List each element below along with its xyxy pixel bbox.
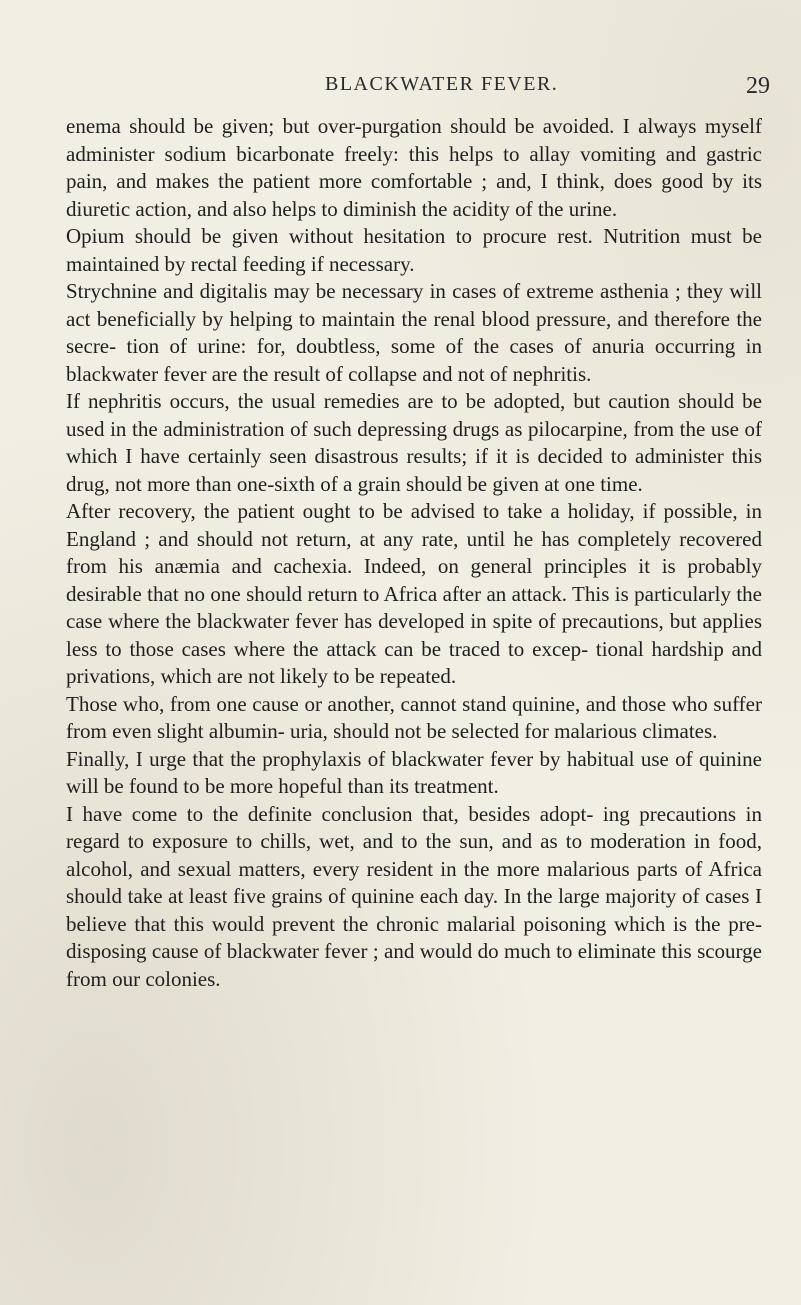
paragraph-prophylaxis: Finally, I urge that the prophylaxis of blackwater fever by habitual use of quinine will be found to be more hopeful than its treatment.: [66, 746, 762, 798]
paragraph-opium: Opium should be given without hesitation to procure rest. Nutrition must be maintained by rectal feeding if necessary.: [66, 224, 762, 276]
paragraph-recovery: After recovery, the patient ought to be advised to take a holiday, if possible, in England ; and should not return, at any rate, until he has completely recovered from his anæmia and cachexia. Indeed, on general principles it is probably desirable that no one should return to Africa after an attack. This is particularly the case where the blackwater fever has developed in spite of precautions, but applies less to those cases where the attack can be traced to excep- tional hardship and privations, which are not likely to be repeated.: [66, 499, 762, 688]
paragraph-conclusion: I have come to the definite conclusion that, besides adopt- ing precautions in regard to exposure to chills, wet, and to the sun, and as to moderation in food, alcohol, and sexual matters, every resident in the more malarious parts of Africa should take at least five grains of quinine each day. In the large majority of cases I believe that this would prevent the chronic malarial poisoning which is the pre- disposing cause of blackwater fever ; and would do much to eliminate this scourge from our colonies.: [66, 801, 762, 991]
running-title: BLACKWATER FEVER.: [325, 73, 559, 95]
page-number: 29: [746, 73, 770, 99]
body-text: [66, 113, 762, 993]
running-head: [0, 73, 801, 103]
paragraph-strychnine: Strychnine and digitalis may be necessary in cases of extreme asthenia ; they will act beneficially by helping to maintain the renal blood pressure, and therefore the secre- tion of urine: for, doubtless, some of the cases of anuria occurring in blackwater fever are the result of collapse and not of nephritis.: [66, 279, 762, 386]
paragraph-nephritis: If nephritis occurs, the usual remedies are to be adopted, but caution should be used in the administration of such depressing drugs as pilocarpine, from the use of which I have certainly seen disastrous results; if it is decided to administer this drug, not more than one-sixth of a grain should be given at one time.: [66, 389, 762, 496]
paragraph-enema: enema should be given; but over-purgation should be avoided. I always myself administer sodium bicarbonate freely: this helps to allay vomiting and gastric pain, and makes the patient more comfortable ; and, I think, does good by its diuretic action, and also helps to diminish the acidity of the urine.: [66, 114, 762, 221]
paragraph-quinine-intolerance: Those who, from one cause or another, cannot stand quinine, and those who suffer from even slight albumin- uria, should not be selected for malarious climates.: [66, 691, 762, 743]
